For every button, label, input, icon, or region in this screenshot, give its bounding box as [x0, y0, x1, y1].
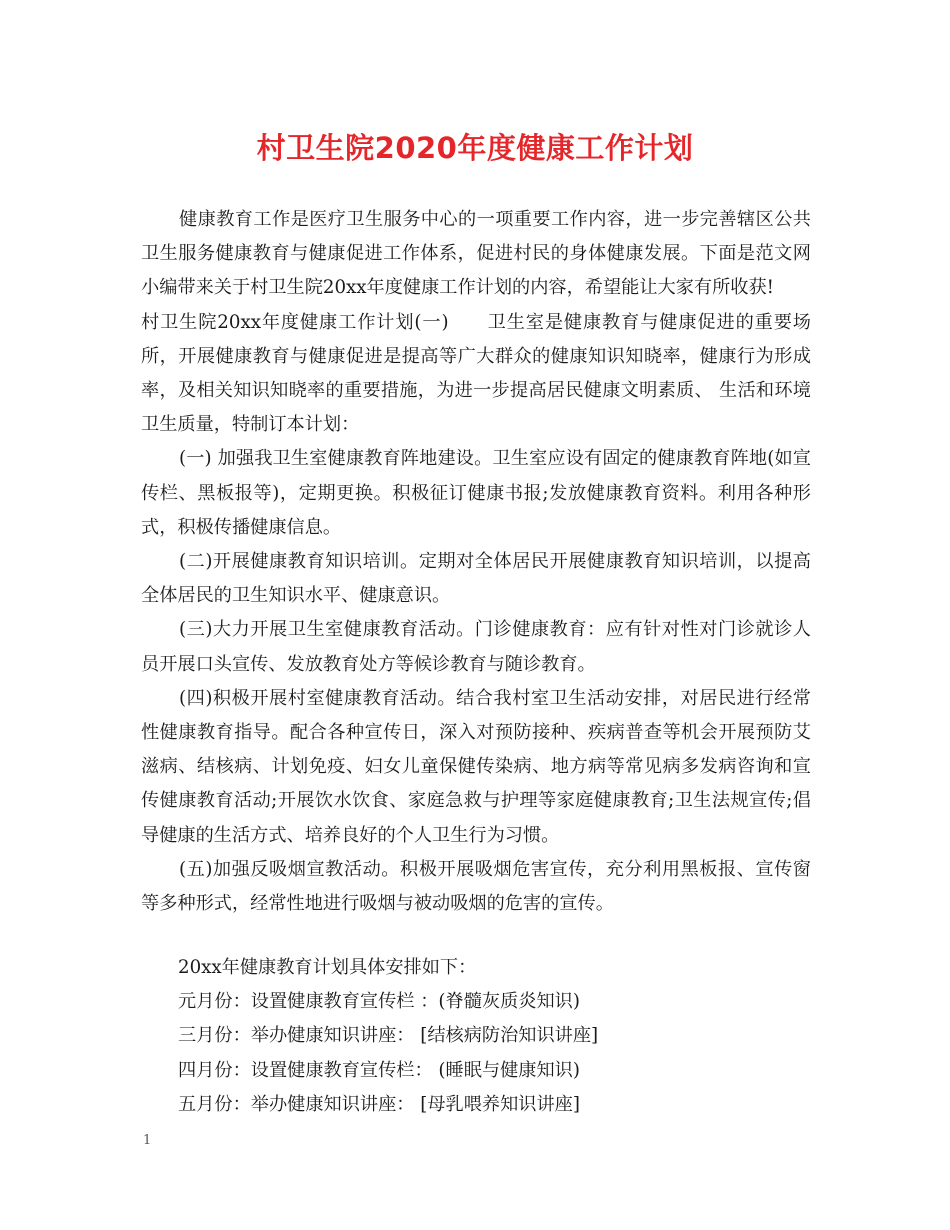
plan-item-5: (五)加强反吸烟宣教活动。积极开展吸烟危害宣传，充分利用黑板报、宣传窗等多种形式，经常性地进行吸烟与被动吸烟的危害的宣传。: [141, 858, 811, 915]
schedule-item-april: 四月份：设置健康教育宣传栏： (睡眠与健康知识): [178, 1059, 580, 1081]
page-number: 1: [143, 1133, 152, 1148]
document-body: [141, 203, 811, 921]
schedule-heading: 20xx年健康教育计划具体安排如下：: [178, 957, 477, 978]
plan-item-1: (一) 加强我卫生室健康教育阵地建设。卫生室应设有固定的健康教育阵地(如宣传栏、黑板报等)，定期更换。积极征订健康书报;发放健康教育资料。利用各种形式，积极传播健康信息。: [141, 448, 811, 538]
plan-item-4: (四)积极开展村室健康教育活动。结合我村室卫生活动安排，对居民进行经常性健康教育指导。配合各种宣传日，深入对预防接种、疾病普查等机会开展预防艾滋病、结核病、计划免疫、妇女儿童保健传染病、地方病等常见病多发病咨询和宣传健康教育活动;开展饮水饮食、家庭急救与护理等家庭健康教育;卫生法规宣传;倡导健康的生活方式、培养良好的个人卫生行为习惯。: [141, 687, 811, 846]
document-title: 村卫生院2020年度健康工作计划: [256, 131, 694, 165]
intro-paragraph: 健康教育工作是医疗卫生服务中心的一项重要工作内容，进一步完善辖区公共卫生服务健康教育与健康促进工作体系，促进村民的身体健康发展。下面是范文网小编带来关于村卫生院20xx年度健康工作计划的内容，希望能让大家有所收获!: [141, 209, 811, 299]
schedule-item-march: 三月份：举办健康知识讲座： [结核病防治知识讲座]: [178, 1025, 599, 1047]
schedule-item-may: 五月份：举办健康知识讲座： [母乳喂养知识讲座]: [178, 1093, 580, 1115]
plan-item-2: (二)开展健康教育知识培训。定期对全体居民开展健康教育知识培训，以提高全体居民的卫生知识水平、健康意识。: [141, 551, 811, 607]
schedule-list: [178, 951, 808, 1122]
schedule-item-january: 元月份：设置健康教育宣传栏 ：(脊髓灰质炎知识): [178, 991, 580, 1013]
plan-item-3: (三)大力开展卫生室健康教育活动。门诊健康教育：应有针对性对门诊就诊人员开展口头宣传、发放教育处方等候诊教育与随诊教育。: [141, 619, 811, 675]
section-heading-paragraph: 村卫生院20xx年度健康工作计划(一) 卫生室是健康教育与健康促进的重要场所，开展健康教育与健康促进是提高等广大群众的健康知识知晓率，健康行为形成率，及相关知识知晓率的重要措施，为进一步提高居民健康文明素质、 生活和环境卫生质量，特制订本计划：: [141, 311, 811, 436]
